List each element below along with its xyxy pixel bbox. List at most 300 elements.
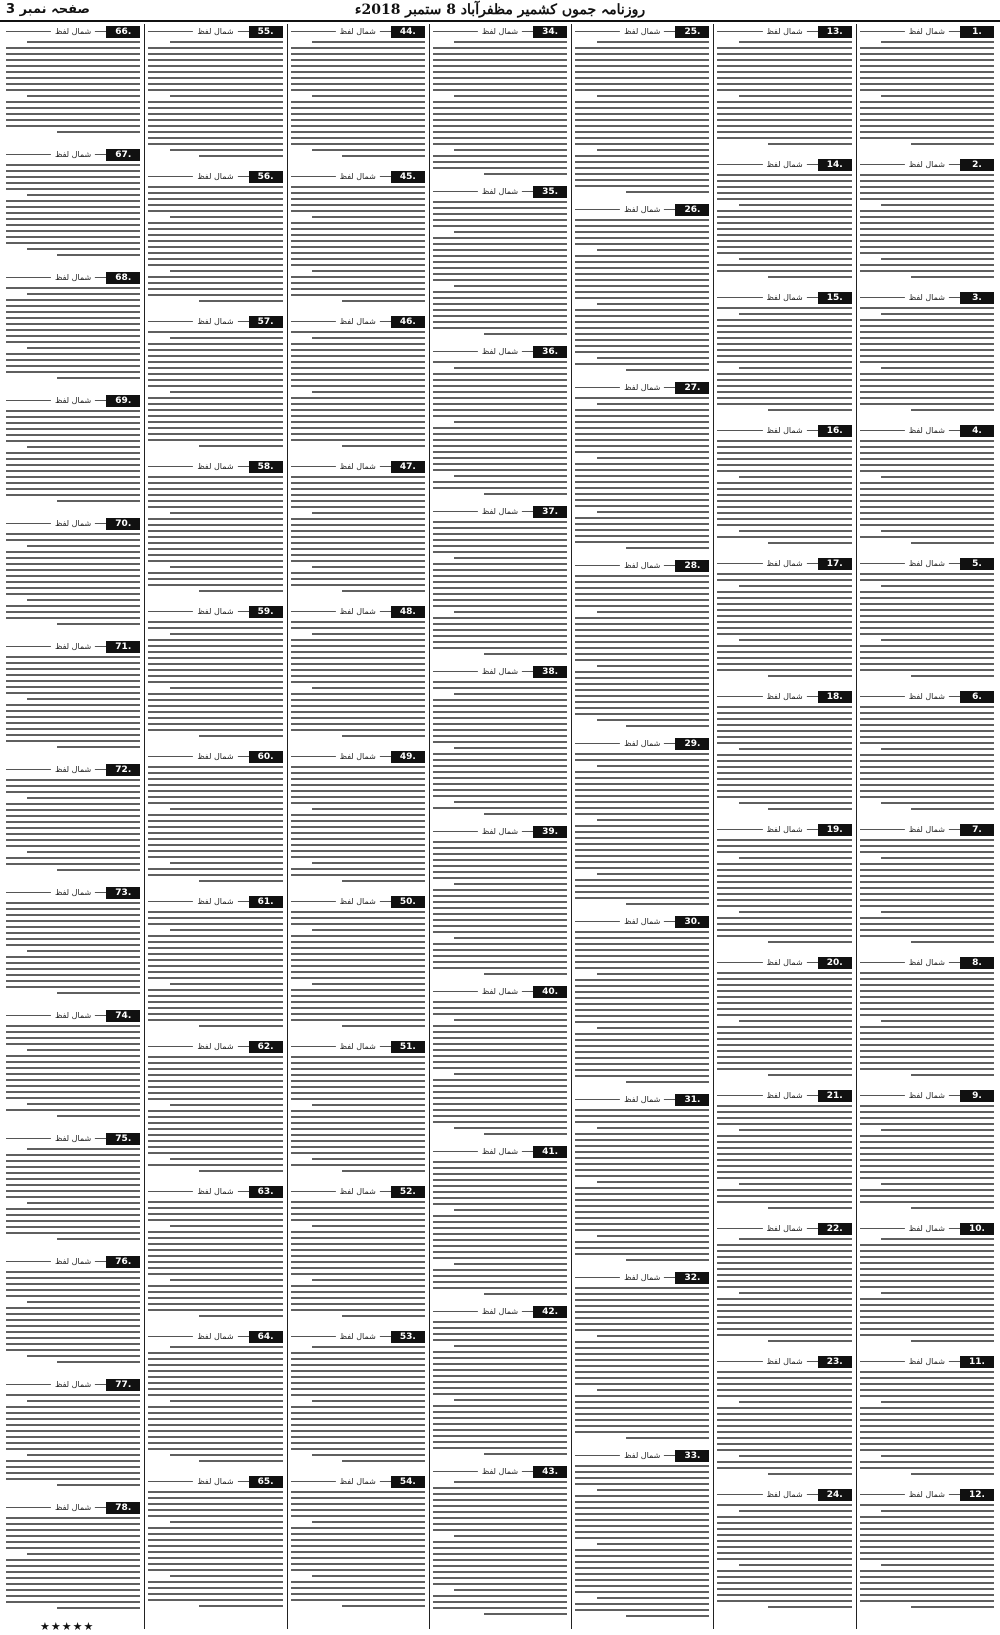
notice-header	[291, 896, 425, 908]
text-line	[717, 1111, 851, 1113]
text-line	[768, 675, 851, 677]
notice-caption: شمال لفظ	[51, 641, 95, 652]
text-line	[6, 1460, 140, 1462]
text-line	[717, 881, 851, 883]
notice-caption: شمال لفظ	[620, 738, 664, 749]
text-line	[148, 1515, 282, 1517]
text-line	[148, 439, 282, 441]
notice-number-badge: 48.	[391, 606, 425, 618]
text-line	[860, 796, 994, 798]
text-line	[860, 730, 994, 732]
text-line	[575, 1121, 709, 1123]
text-line	[6, 1424, 140, 1426]
notice-number-badge: 26.	[675, 204, 709, 216]
text-line	[575, 1009, 709, 1011]
text-line	[6, 335, 140, 337]
text-line	[717, 1461, 851, 1463]
notice-header	[6, 395, 140, 407]
text-line	[291, 403, 425, 405]
text-line	[433, 1393, 567, 1395]
text-line	[717, 869, 851, 871]
text-line	[148, 506, 282, 508]
text-line	[860, 1244, 994, 1246]
text-line	[454, 149, 567, 151]
text-line	[6, 1349, 140, 1351]
notice-header	[6, 26, 140, 38]
text-line	[291, 47, 425, 49]
text-line	[291, 1515, 425, 1517]
text-line	[6, 962, 140, 964]
text-line	[433, 783, 567, 785]
text-line	[575, 1471, 709, 1473]
notice-caption: شمال لفظ	[762, 292, 806, 303]
text-line	[860, 1576, 994, 1578]
text-line	[57, 131, 140, 133]
text-line	[148, 264, 282, 266]
text-line	[57, 1115, 140, 1117]
text-line	[717, 899, 851, 901]
text-line	[148, 524, 282, 526]
text-line	[860, 1467, 994, 1469]
text-line	[575, 867, 709, 869]
text-line	[433, 931, 567, 933]
text-line	[433, 1215, 567, 1217]
text-line	[148, 1201, 282, 1203]
text-line	[860, 1546, 994, 1548]
text-line	[575, 439, 709, 441]
text-line	[860, 1050, 994, 1052]
text-line	[717, 222, 851, 224]
text-line	[27, 1355, 140, 1357]
text-line	[717, 1171, 851, 1173]
notice-caption: شمال لفظ	[336, 1186, 380, 1197]
notice-header	[6, 1133, 140, 1145]
text-line	[291, 1358, 425, 1360]
text-line	[148, 379, 282, 381]
text-line	[454, 1019, 567, 1021]
legal-notice	[433, 184, 567, 341]
text-line	[575, 1609, 709, 1611]
notice-header	[717, 1356, 851, 1368]
text-line	[312, 983, 425, 985]
text-line	[148, 802, 282, 804]
text-line	[148, 1587, 282, 1589]
text-line	[148, 778, 282, 780]
text-line	[6, 1067, 140, 1069]
text-line	[717, 482, 851, 484]
text-line	[27, 194, 140, 196]
legal-notice	[148, 1474, 282, 1616]
text-line	[575, 167, 709, 169]
notice-number-badge: 73.	[106, 887, 140, 899]
text-line	[312, 216, 425, 218]
text-line	[717, 216, 851, 218]
notice-number-badge: 37.	[533, 506, 567, 518]
text-line	[433, 919, 567, 921]
legal-notice	[860, 689, 994, 819]
text-line	[717, 1576, 851, 1578]
text-line	[597, 95, 710, 97]
notice-header	[860, 1090, 994, 1102]
text-line	[433, 1541, 567, 1543]
text-line	[575, 1229, 709, 1231]
text-line	[717, 1189, 851, 1191]
text-line	[433, 1049, 567, 1051]
text-line	[433, 1037, 567, 1039]
text-line	[454, 937, 567, 939]
text-line	[860, 597, 994, 599]
text-line	[433, 1197, 567, 1199]
text-line	[148, 1255, 282, 1257]
text-line	[575, 617, 709, 619]
text-line	[291, 796, 425, 798]
text-line	[433, 403, 567, 405]
text-line	[860, 1286, 994, 1288]
notice-header	[575, 1450, 709, 1462]
notice-caption: شمال لفظ	[620, 1450, 664, 1461]
text-line	[717, 887, 851, 889]
text-line	[170, 1346, 283, 1348]
text-line	[739, 258, 852, 260]
text-line	[6, 125, 140, 127]
notice-number-badge: 6.	[960, 691, 994, 703]
text-line	[6, 317, 140, 319]
text-line	[717, 53, 851, 55]
text-line	[6, 539, 140, 541]
text-line	[860, 65, 994, 67]
text-line	[291, 995, 425, 997]
notice-number-badge: 62.	[249, 1041, 283, 1053]
notice-caption: شمال لفظ	[905, 425, 949, 436]
text-line	[575, 1579, 709, 1581]
notice-caption: شمال لفظ	[193, 1186, 237, 1197]
text-line	[148, 1527, 282, 1529]
text-line	[291, 1527, 425, 1529]
text-line	[6, 926, 140, 928]
text-line	[575, 991, 709, 993]
text-line	[433, 101, 567, 103]
text-line	[433, 279, 567, 281]
text-line	[717, 1371, 851, 1373]
notice-caption: شمال لفظ	[193, 316, 237, 327]
text-line	[433, 681, 567, 683]
text-line	[575, 1585, 709, 1587]
text-line	[881, 911, 994, 913]
text-line	[860, 1165, 994, 1167]
text-line	[291, 210, 425, 212]
text-line	[575, 89, 709, 91]
text-line	[860, 210, 994, 212]
text-line	[148, 935, 282, 937]
text-line	[291, 1231, 425, 1233]
text-line	[575, 493, 709, 495]
notice-number-badge: 11.	[960, 1356, 994, 1368]
notice-number-badge: 17.	[818, 558, 852, 570]
notice-caption: شمال لفظ	[478, 986, 522, 997]
text-line	[291, 1303, 425, 1305]
text-line	[860, 657, 994, 659]
text-line	[148, 1376, 282, 1378]
text-line	[6, 119, 140, 121]
text-line	[575, 315, 709, 317]
text-line	[911, 542, 994, 544]
notice-caption: شمال لفظ	[762, 1356, 806, 1367]
notice-header	[717, 1090, 851, 1102]
text-line	[717, 1443, 851, 1445]
text-line	[575, 997, 709, 999]
text-line	[881, 748, 994, 750]
text-line	[454, 1263, 567, 1265]
text-line	[717, 1467, 851, 1469]
text-line	[433, 155, 567, 157]
text-line	[291, 83, 425, 85]
text-line	[291, 101, 425, 103]
text-line	[148, 814, 282, 816]
text-line	[291, 729, 425, 731]
text-line	[860, 518, 994, 520]
text-line	[148, 874, 282, 876]
notice-header	[717, 957, 851, 969]
text-line	[717, 403, 851, 405]
notice-number-badge: 61.	[249, 896, 283, 908]
text-line	[6, 833, 140, 835]
text-line	[6, 206, 140, 208]
text-line	[312, 149, 425, 151]
text-line	[433, 1387, 567, 1389]
text-line	[881, 857, 994, 859]
text-line	[6, 680, 140, 682]
text-line	[148, 415, 282, 417]
text-line	[768, 1074, 851, 1076]
text-line	[575, 955, 709, 957]
text-line	[575, 837, 709, 839]
text-line	[433, 575, 567, 577]
text-line	[433, 1411, 567, 1413]
text-line	[739, 1020, 852, 1022]
text-line	[860, 228, 994, 230]
text-line	[433, 753, 567, 755]
notice-caption: شمال لفظ	[762, 26, 806, 37]
text-line	[148, 699, 282, 701]
text-line	[860, 500, 994, 502]
legal-notice	[575, 24, 709, 199]
text-line	[626, 191, 709, 193]
notice-caption: شمال لفظ	[620, 560, 664, 571]
text-line	[717, 385, 851, 387]
text-line	[148, 276, 282, 278]
text-line	[148, 252, 282, 254]
notice-columns	[2, 24, 998, 1629]
text-line	[148, 542, 282, 544]
text-line	[717, 1582, 851, 1584]
notice-header	[860, 1223, 994, 1235]
notice-caption: شمال لفظ	[762, 1223, 806, 1234]
notice-caption: شمال لفظ	[905, 292, 949, 303]
text-line	[148, 1352, 282, 1354]
text-line	[433, 1031, 567, 1033]
text-line	[860, 47, 994, 49]
text-line	[454, 1481, 567, 1483]
text-line	[170, 1521, 283, 1523]
text-line	[148, 530, 282, 532]
text-line	[860, 240, 994, 242]
text-line	[597, 511, 710, 513]
text-line	[575, 759, 709, 761]
text-line	[148, 1557, 282, 1559]
text-line	[6, 476, 140, 478]
text-line	[575, 695, 709, 697]
notice-caption: شمال لفظ	[478, 666, 522, 677]
text-line	[342, 1025, 425, 1027]
text-line	[291, 234, 425, 236]
text-line	[597, 611, 710, 613]
text-line	[291, 427, 425, 429]
text-line	[433, 807, 567, 809]
text-line	[739, 1129, 852, 1131]
text-line	[433, 1511, 567, 1513]
text-line	[6, 932, 140, 934]
text-line	[881, 1020, 994, 1022]
notice-number-badge: 25.	[675, 26, 709, 38]
text-line	[484, 1613, 567, 1615]
text-line	[575, 1329, 709, 1331]
text-line	[291, 1448, 425, 1450]
text-line	[6, 692, 140, 694]
text-line	[860, 1044, 994, 1046]
notice-number-badge: 16.	[818, 425, 852, 437]
text-line	[433, 771, 567, 773]
notice-number-badge: 65.	[249, 1476, 283, 1488]
text-line	[291, 1587, 425, 1589]
text-line	[881, 367, 994, 369]
text-line	[433, 545, 567, 547]
text-line	[717, 470, 851, 472]
text-line	[575, 125, 709, 127]
notice-caption: شمال لفظ	[478, 1466, 522, 1477]
text-line	[860, 1443, 994, 1445]
text-line	[575, 1555, 709, 1557]
text-line	[484, 973, 567, 975]
text-line	[291, 1001, 425, 1003]
text-line	[6, 59, 140, 61]
text-line	[575, 185, 709, 187]
text-line	[57, 1607, 140, 1609]
text-line	[626, 725, 709, 727]
notice-caption: شمال لفظ	[905, 824, 949, 835]
text-line	[433, 527, 567, 529]
notice-number-badge: 50.	[391, 896, 425, 908]
text-line	[291, 53, 425, 55]
text-line	[433, 1161, 567, 1163]
notice-header	[575, 204, 709, 216]
text-line	[860, 603, 994, 605]
text-line	[575, 1205, 709, 1207]
text-line	[291, 240, 425, 242]
text-line	[342, 1315, 425, 1317]
text-line	[433, 487, 567, 489]
text-line	[860, 1141, 994, 1143]
notice-header	[148, 316, 282, 328]
text-line	[148, 288, 282, 290]
text-line	[6, 1583, 140, 1585]
notice-number-badge: 9.	[960, 1090, 994, 1102]
text-line	[860, 1250, 994, 1252]
text-line	[433, 605, 567, 607]
text-line	[342, 1170, 425, 1172]
text-line	[342, 445, 425, 447]
text-line	[433, 1191, 567, 1193]
text-line	[6, 188, 140, 190]
text-line	[27, 1400, 140, 1402]
text-line	[433, 225, 567, 227]
text-line	[148, 1207, 282, 1209]
text-line	[575, 931, 709, 933]
text-line	[860, 325, 994, 327]
text-line	[575, 47, 709, 49]
text-line	[768, 941, 851, 943]
text-line	[860, 101, 994, 103]
text-line	[860, 222, 994, 224]
notice-number-badge: 58.	[249, 461, 283, 473]
text-line	[312, 391, 425, 393]
text-line	[291, 1098, 425, 1100]
notice-column	[287, 24, 429, 1629]
text-line	[717, 657, 851, 659]
text-line	[575, 961, 709, 963]
text-line	[717, 373, 851, 375]
text-line	[6, 371, 140, 373]
notice-header	[575, 916, 709, 928]
text-line	[291, 639, 425, 641]
text-line	[433, 1405, 567, 1407]
text-line	[433, 521, 567, 523]
notice-number-badge: 60.	[249, 751, 283, 763]
text-line	[860, 470, 994, 472]
legal-notice	[717, 822, 851, 952]
text-line	[575, 1603, 709, 1605]
text-line	[717, 452, 851, 454]
text-line	[739, 530, 852, 532]
text-line	[6, 1436, 140, 1438]
text-line	[575, 1549, 709, 1551]
text-line	[860, 458, 994, 460]
text-line	[6, 176, 140, 178]
text-line	[148, 1291, 282, 1293]
legal-notice	[6, 147, 140, 267]
text-line	[148, 476, 282, 478]
text-line	[860, 766, 994, 768]
text-line	[342, 735, 425, 737]
legal-notice	[433, 984, 567, 1141]
text-line	[860, 385, 994, 387]
text-line	[860, 669, 994, 671]
text-line	[860, 131, 994, 133]
text-line	[717, 349, 851, 351]
text-line	[291, 699, 425, 701]
text-line	[717, 234, 851, 236]
legal-notice	[717, 423, 851, 553]
text-line	[291, 669, 425, 671]
notice-header	[575, 560, 709, 572]
text-line	[6, 1442, 140, 1444]
notice-caption: شمال لفظ	[620, 1094, 664, 1105]
text-line	[433, 445, 567, 447]
text-line	[148, 1080, 282, 1082]
text-line	[881, 1564, 994, 1566]
text-line	[860, 349, 994, 351]
text-line	[575, 1495, 709, 1497]
column-divider	[144, 24, 145, 1629]
